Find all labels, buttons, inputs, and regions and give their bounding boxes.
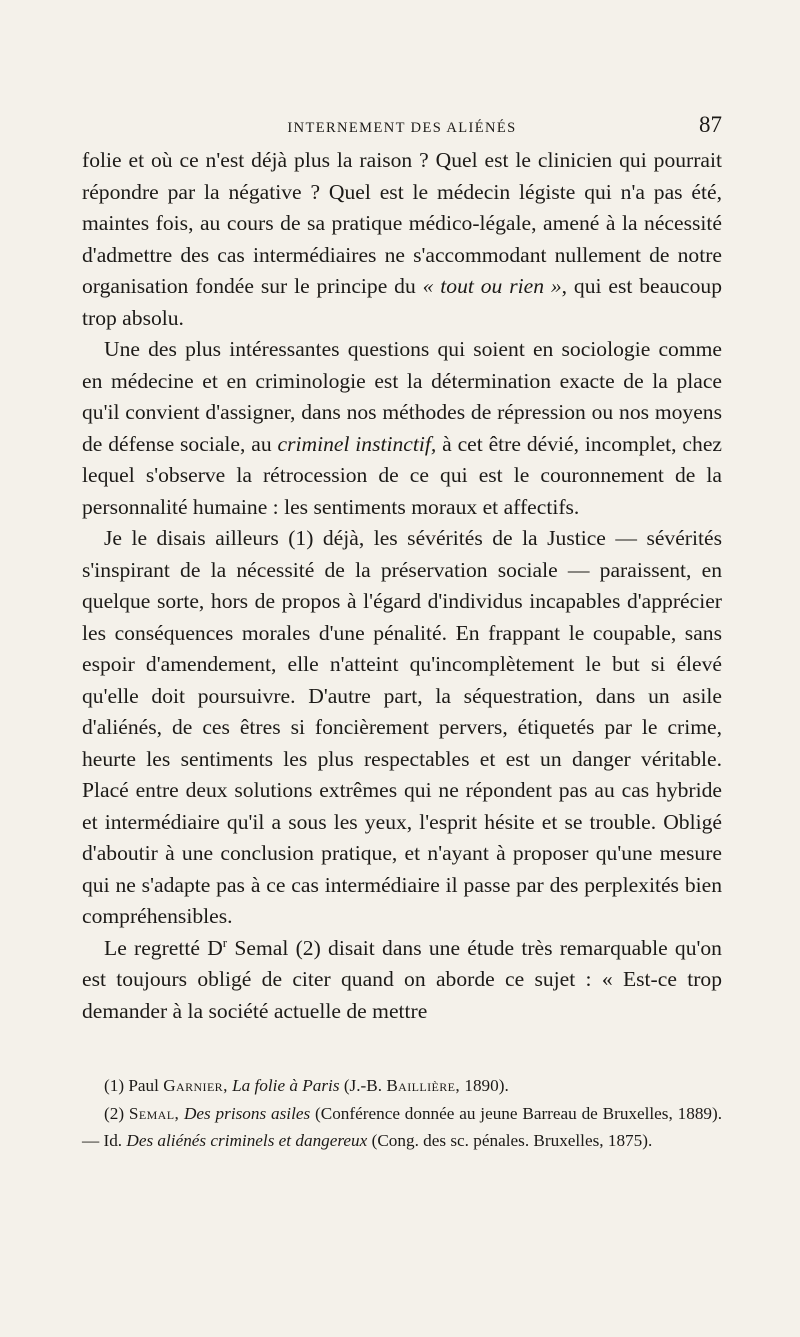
footnote-2-title-1: Des prisons asiles bbox=[184, 1103, 311, 1123]
footnote-2-author: Semal, bbox=[128, 1103, 180, 1123]
paragraph-1 bbox=[82, 145, 722, 334]
footnote-2-title-2: Des aliénés criminels et dangereux bbox=[126, 1131, 368, 1150]
page-header bbox=[82, 108, 722, 148]
footnote-1-publisher: Baillière, bbox=[386, 1076, 461, 1095]
footnote-2 bbox=[82, 1100, 722, 1155]
paragraph-4-end: Semal (2) disait dans une étude très remarquable qu'on est toujours obligé de citer quand on aborde ce sujet : « Est-ce trop demander à la société actuelle de mettre bbox=[82, 935, 722, 1023]
paragraph-4 bbox=[82, 933, 722, 1028]
footnote-1 bbox=[82, 1072, 722, 1100]
paragraph-4-superscript: r bbox=[222, 934, 228, 950]
footnote-2-number: (2) bbox=[104, 1103, 125, 1123]
paragraph-1-italic: « tout ou rien » bbox=[422, 274, 562, 298]
paragraph-2-text: Une des plus intéressantes questions qui soient en sociologie comme en médecine et en criminologie est la détermination exacte de la place qu'il convient d'assigner, dans nos méthodes de répression ou nos moyens de défense sociale, au bbox=[82, 337, 722, 456]
paragraph-1-end: , qui est beaucoup trop absolu. bbox=[82, 274, 722, 330]
footnote-1-author: Garnier, bbox=[163, 1076, 228, 1095]
paragraph-2-end: à cet être dévié, incomplet, chez lequel s'observe la rétrocession de ce qui est le couronnement de la personnalité humaine : les sentiments moraux et affectifs. bbox=[82, 431, 722, 519]
footnote-1-year: 1890). bbox=[464, 1076, 509, 1095]
paragraph-2 bbox=[82, 334, 722, 523]
paragraph-2-italic: criminel instinctif, bbox=[277, 431, 437, 456]
running-title: INTERNEMENT DES ALIÉNÉS bbox=[287, 120, 517, 136]
footnote-1-title: La folie à Paris bbox=[232, 1076, 340, 1095]
footnotes bbox=[82, 1072, 722, 1155]
page-number: 87 bbox=[699, 112, 722, 137]
footnote-1-number: (1) Paul bbox=[104, 1076, 159, 1095]
paragraph-3: Je le disais ailleurs (1) déjà, les sévérités de la Justice — sévérités s'inspirant de la nécessité de la préservation sociale — paraissent, en quelque sorte, hors de propos à l'égard d'individus incapables d'apprécier les conséquences morales d'une pénalité. En frappant le coupable, sans espoir d'amendement, elle n'atteint qu'incomplètement le but si élevé qu'elle doit poursuivre. D'autre part, la séquestration, dans un asile d'aliénés, de ces êtres si foncièrement pervers, étiquetés par le crime, heurte les sentiments les plus respectables et est un danger véritable. Placé entre deux solutions extrêmes qui ne répondent pas au cas hybride et intermédiaire qu'il a sous les yeux, l'esprit hésite et se trouble. Obligé d'aboutir à une conclusion pratique, et n'ayant à proposer qu'une mesure qui ne s'adapte pas à ce cas intermédiaire il passe par des perplexités bien compréhensibles. bbox=[82, 526, 722, 928]
footnote-2-end: (Cong. des sc. pénales. Bruxelles, 1875). bbox=[371, 1131, 653, 1150]
footnote-1-paren: (J.-B. bbox=[343, 1076, 383, 1095]
footnote-2-middle: (Conférence donnée au jeune Barreau de Bruxelles, 1889). — Id. bbox=[82, 1103, 723, 1150]
paragraph-4-start: Le regretté D bbox=[104, 935, 223, 960]
body-text bbox=[82, 145, 722, 1027]
paragraph-1-text: folie et où ce n'est déjà plus la raison ? Quel est le clinicien qui pourrait répondre par la négative ? Quel est le médecin légiste qui n'a pas été, maintes fois, au cours de sa pratique médico-légale, amené à la nécessité d'admettre des cas intermédiaires ne s'accommodant nullement de notre organisation fondée sur le principe du bbox=[82, 148, 722, 298]
